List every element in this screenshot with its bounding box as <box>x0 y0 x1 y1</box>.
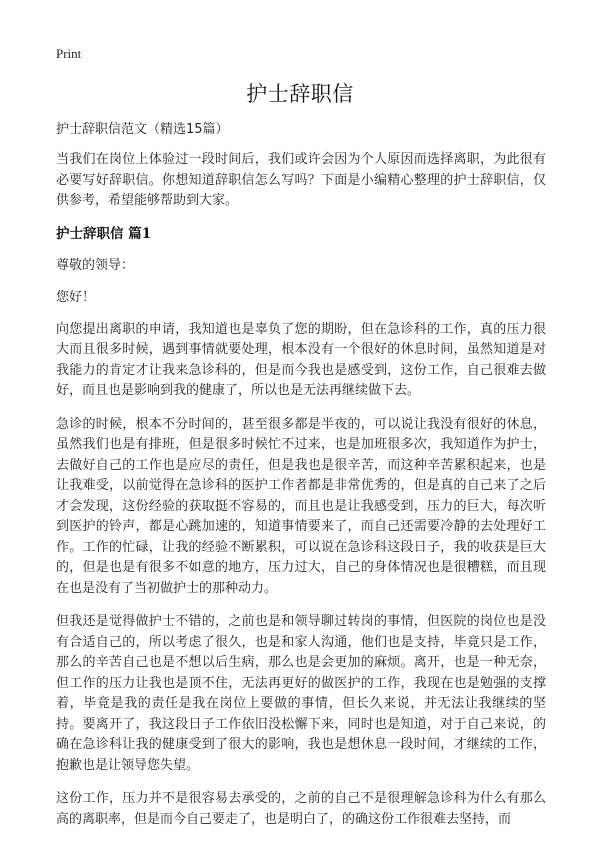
salutation: 尊敬的领导： <box>56 257 135 273</box>
print-link[interactable]: Print <box>56 46 82 61</box>
section-heading: 护士辞职信 篇1 <box>56 225 152 242</box>
greeting: 您好！ <box>56 289 96 305</box>
document-subtitle: 护士辞职信范文（精选15篇） <box>56 122 229 137</box>
body-paragraph-4: 这份工作，压力并不是很容易去承受的，之前的自己不是很理解急诊科为什么有那么高的离职率，但是而今自己要走了，也是明白了，的确这份工作很难去坚持，而 <box>56 791 546 827</box>
body-paragraph-1: 向您提出离职的申请，我知道也是辜负了您的期盼，但在急诊科的工作，真的压力很大而且很多时候，遇到事情就要处理，根本没有一个很好的休息时间，虽然知道是对我能力的肯定才让我来急诊科的，但是而今我也是感受到，这份工作，自己很难去做好，而且也是影响到我的健康了，所以也是无法再继续做下去。 <box>56 321 546 398</box>
intro-paragraph: 当我们在岗位上体验过一段时间后，我们或许会因为个人原因而选择离职，为此很有必要写好辞职信。你想知道辞职信怎么写吗？下面是小编精心整理的护士辞职信，仅供参考，希望能够帮助到大家。 <box>56 152 546 208</box>
document-title: 护士辞职信 <box>246 82 354 106</box>
body-paragraph-2: 急诊的时候，根本不分时间的，甚至很多都是半夜的，可以说让我没有很好的休息，虽然我们也是有排班，但是很多时候忙不过来，也是加班很多次，我知道作为护士，去做好自己的工作也是应尽的责任，但是我也是很辛苦，而这种辛苦累积起来，也是让我难受，以前觉得在急诊科的医护工作者都是非常优秀的，但是真的自己来了之后才会发现，这份经验的获取挺不容易的，而且也是让我感受到，压力的巨大，每次听到医护的铃声，都是心跳加速的，知道事情要来了，而自己还需要冷静的去处理好工作。工作的忙碌，让我的经验不断累积，可以说在急诊科这段日子，我的收获是巨大的，但是也是有很多不如意的地方，压力过大，自己的身体情况也是很糟糕，而且现在也是没有了当初做护士的那种动力。 <box>56 416 546 596</box>
body-paragraph-3: 但我还是觉得做护士不错的，之前也是和领导聊过转岗的事情，但医院的岗位也是没有合适自己的，所以考虑了很久，也是和家人沟通，他们也是支持，毕竟只是工作，那么的辛苦自己也是不想以后生病，那么也是会更加的麻烦。离开，也是一种无奈，但工作的压力让我也是顶不住，无法再更好的做医护的工作，我现在也是勉强的支撑着，毕竟是我的责任是我在岗位上要做的事情，但长久来说，并无法让我继续的坚持。要离开了，我这段日子工作依旧没松懈下来，同时也是知道，对于自己来说，的确在急诊科让我的健康受到了很大的影响，我也是想休息一段时间，才继续的工作，抱歉也是让领导您失望。 <box>56 614 546 773</box>
document-body <box>56 120 546 843</box>
